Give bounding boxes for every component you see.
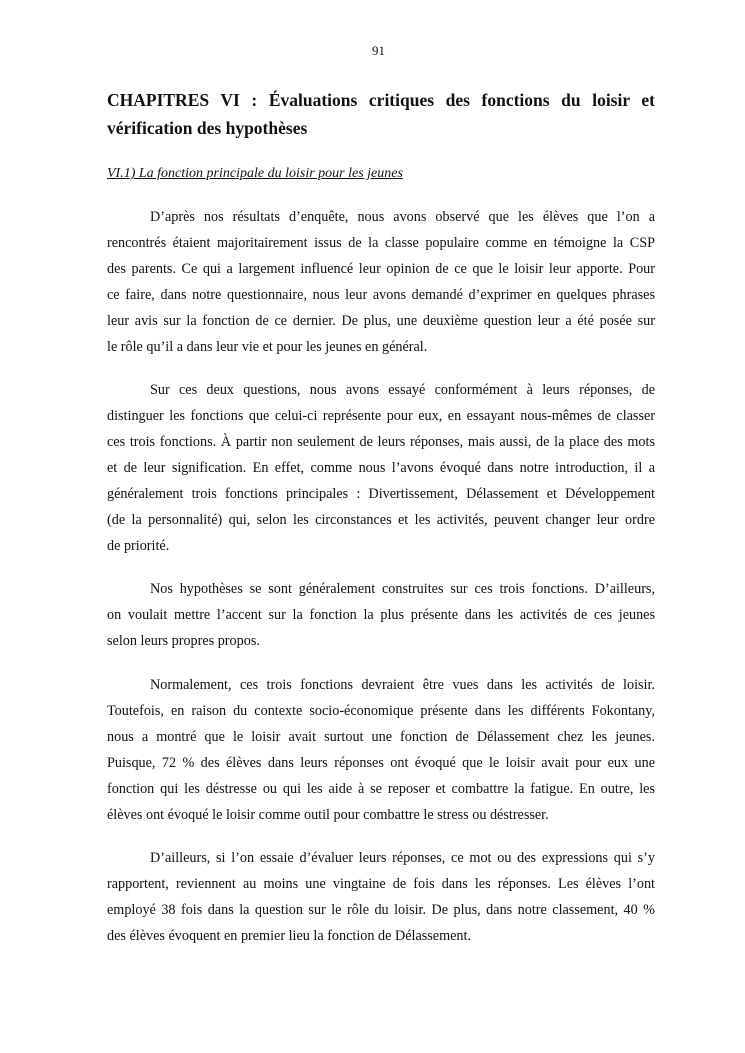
paragraph-line: de priorité. [107,538,170,554]
paragraph-line: rencontrés étaient majoritairement issus de la classe populaire comme en témoigne la CSP [107,235,655,251]
paragraph-line: Toutefois, en raison du contexte socio-économique présente dans les différents Fokontany, [107,703,655,719]
paragraph [107,204,655,360]
paragraph-line: Nos hypothèses se sont généralement construites sur ces trois fonctions. D’ailleurs, [150,581,655,597]
paragraph-line: Puisque, 72 % des élèves dans leurs réponses ont évoqué que le loisir avait pour eux une [107,755,655,771]
paragraph-line: rapportent, reviennent au moins une vingtaine de fois dans les réponses. Les élèves l’ont [107,876,655,892]
paragraph-line: selon leurs propres propos. [107,633,260,649]
paragraph-line: Normalement, ces trois fonctions devraient être vues dans les activités de loisir. [150,677,655,693]
chapter-title-line: CHAPITRES VI : Évaluations critiques des fonctions du loisir et [107,90,655,110]
paragraph [107,576,655,654]
paragraph-line: nous a montré que le loisir avait surtout une fonction de Délassement chez les jeunes. [107,729,655,745]
chapter-title [107,86,655,142]
paragraph-line: fonction qui les déstresse ou qui les aide à se reposer et combattre la fatigue. En outre, les [107,781,655,797]
page-number: 91 [372,43,385,58]
paragraph-line: employé 38 fois dans la question sur le rôle du loisir. De plus, dans notre classement, 40 % [107,902,655,918]
paragraph-line: des parents. Ce qui a largement influencé leur opinion de ce que le loisir leur apporte. Pour [107,261,655,277]
paragraph-line: des élèves évoquent en premier lieu la fonction de Délassement. [107,928,472,944]
paragraph-line: élèves ont évoqué le loisir comme outil pour combattre le stress ou déstresser. [107,807,549,823]
section-heading: VI.1) La fonction principale du loisir pour les jeunes [107,166,403,181]
paragraph [107,672,655,828]
paragraph [107,377,655,559]
paragraph-line: on voulait mettre l’accent sur la fonction la plus présente dans les activités de ces jeunes [107,607,655,623]
paragraph-line: D’ailleurs, si l’on essaie d’évaluer leurs réponses, ce mot ou des expressions qui s’y [150,850,655,866]
paragraph-line: ces trois fonctions. À partir non seulement de leurs réponses, mais aussi, de la place des mots [107,434,655,450]
paragraph-line: (de la personnalité) qui, selon les circonstances et les activités, peuvent changer leur ordre [107,512,655,528]
paragraph-line: D’après nos résultats d’enquête, nous avons observé que les élèves que l’on a [150,209,655,225]
paragraph-line: généralement trois fonctions principales : Divertissement, Délassement et Développement [107,486,655,502]
paragraph-line: ce faire, dans notre questionnaire, nous leur avons demandé d’exprimer en quelques phrases [107,287,655,303]
paragraph-line: Sur ces deux questions, nous avons essayé conformément à leurs réponses, de [150,382,655,398]
paragraph-line: distinguer les fonctions que celui-ci représente pour eux, en essayant nous-mêmes de classer [107,408,655,424]
chapter-title-line: vérification des hypothèses [107,118,308,138]
paragraph [107,845,655,949]
paragraph-line: le rôle qu’il a dans leur vie et pour les jeunes en général. [107,339,428,355]
paragraph-line: leur avis sur la fonction de ce dernier. De plus, une deuxième question leur a été posée sur [107,313,655,329]
paragraph-line: et de leur signification. En effet, comme nous l’avons évoqué dans notre introduction, il a [107,460,655,476]
